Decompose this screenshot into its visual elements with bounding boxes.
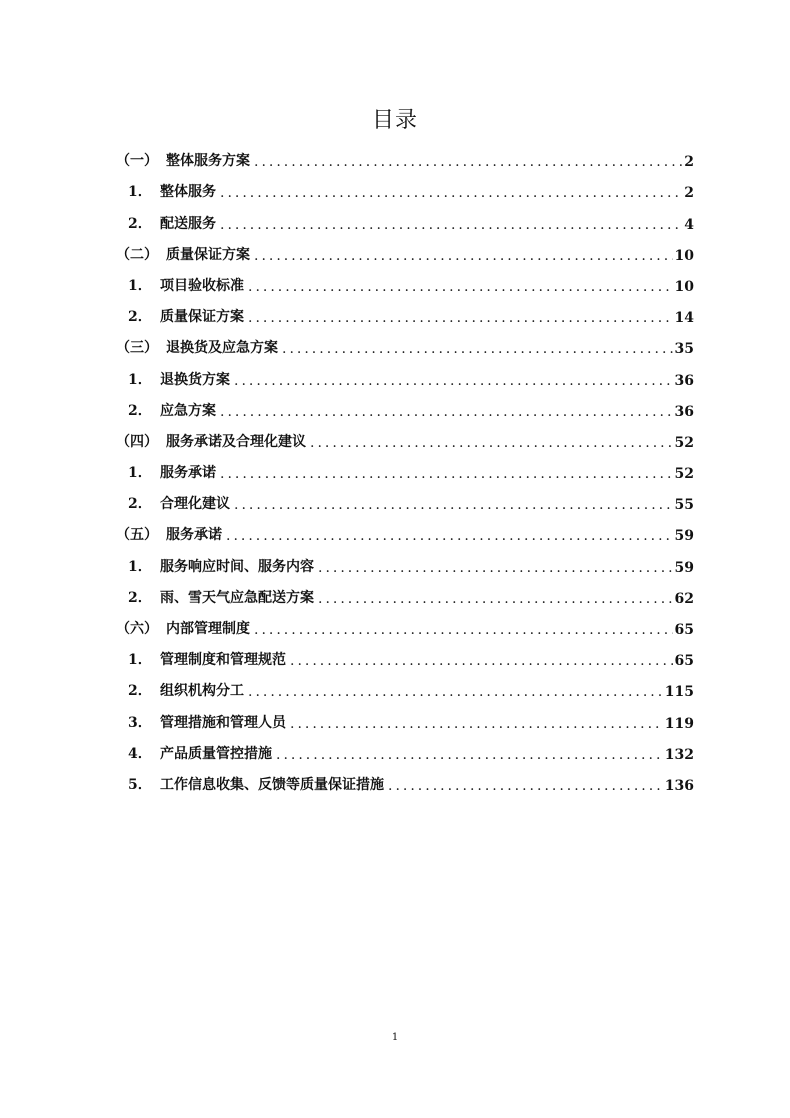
toc-entry-page: 59 [674,528,694,545]
toc-entry-page: 115 [664,684,694,701]
toc-entry-text: 服务承诺及合理化建议 [166,433,306,450]
toc-entry-number: 3． [128,714,152,731]
toc-entry[interactable] [116,295,694,326]
toc-entry[interactable] [116,326,694,357]
toc-entry-text: 服务承诺 [160,465,216,482]
toc-entry[interactable] [116,233,694,264]
toc-entry-page: 55 [674,497,694,514]
toc-entry-text: 工作信息收集、反馈等质量保证措施 [160,776,384,793]
toc-entry-text: 质量保证方案 [160,309,244,326]
toc-entry-page: 10 [674,247,694,264]
toc-dot-leader [234,373,673,389]
toc-entry-page: 59 [674,559,694,576]
toc-entry-text: 合理化建议 [160,496,230,513]
toc-entry-text: 应急方案 [160,402,216,419]
toc-entry[interactable] [116,732,694,763]
toc-dot-leader [248,279,673,295]
toc-entry[interactable] [116,763,694,794]
toc-entry[interactable] [116,700,694,731]
toc-entry[interactable] [116,420,694,451]
toc-entry-page: 2 [684,185,694,202]
toc-entry-number: 2． [128,683,152,700]
toc-title: 目录 [371,108,418,133]
toc-entry-number: 2． [128,402,152,419]
toc-entry-number: 1． [128,184,152,201]
toc-dot-leader [310,435,673,451]
toc-list [116,139,694,794]
toc-entry-page: 36 [674,372,694,389]
toc-entry-text: 产品质量管控措施 [160,745,272,762]
toc-entry-page: 36 [674,403,694,420]
toc-dot-leader [220,217,682,233]
toc-entry-number: 1． [128,277,152,294]
toc-entry[interactable] [116,669,694,700]
toc-entry-number: 1． [128,465,152,482]
toc-dot-leader [290,716,663,732]
toc-entry[interactable] [116,482,694,513]
toc-entry-page: 10 [674,278,694,295]
toc-entry[interactable] [116,607,694,638]
toc-entry-text: 退换货及应急方案 [166,340,278,357]
toc-entry-page: 52 [674,434,694,451]
toc-entry-number: （四） [116,433,158,450]
toc-entry-number: （五） [116,527,158,544]
toc-dot-leader [276,747,663,763]
toc-entry-text: 组织机构分工 [160,683,244,700]
toc-entry-text: 管理措施和管理人员 [160,714,286,731]
toc-entry-text: 配送服务 [160,215,216,232]
toc-entry[interactable] [116,389,694,420]
toc-dot-leader [220,466,673,482]
toc-dot-leader [248,684,663,700]
toc-entry[interactable] [116,264,694,295]
toc-entry-text: 整体服务 [160,184,216,201]
toc-entry-text: 服务承诺 [166,527,222,544]
toc-entry[interactable] [116,201,694,232]
toc-entry-page: 65 [674,653,694,670]
toc-entry-number: （二） [116,246,158,263]
toc-entry-text: 项目验收标准 [160,277,244,294]
toc-entry-text: 退换货方案 [160,371,230,388]
toc-entry[interactable] [116,139,694,170]
toc-entry[interactable] [116,451,694,482]
toc-entry-page: 2 [684,154,694,171]
toc-entry-page: 132 [664,746,694,763]
toc-entry-text: 质量保证方案 [166,246,250,263]
toc-dot-leader [220,185,682,201]
page-number: 1 [391,1032,399,1043]
toc-dot-leader [254,154,682,170]
toc-entry-page: 35 [674,341,694,358]
toc-dot-leader [318,591,673,607]
toc-dot-leader [254,248,673,264]
toc-entry[interactable] [116,357,694,388]
toc-dot-leader [282,341,673,357]
toc-entry-page: 52 [674,466,694,483]
toc-dot-leader [290,653,673,669]
toc-entry-number: 2． [128,589,152,606]
toc-entry-number: 2． [128,309,152,326]
toc-dot-leader [220,404,673,420]
toc-entry-page: 62 [674,590,694,607]
toc-entry-number: （三） [116,340,158,357]
toc-dot-leader [234,497,673,513]
toc-entry-number: （六） [116,621,158,637]
toc-entry-text: 管理制度和管理规范 [160,652,286,669]
toc-entry-text: 服务响应时间、服务内容 [160,558,314,575]
toc-entry-page: 4 [684,216,694,233]
toc-entry-page: 119 [664,715,694,732]
toc-entry-number: 1． [128,371,152,388]
toc-entry[interactable] [116,638,694,669]
toc-entry-number: 2． [128,215,152,232]
toc-dot-leader [254,622,673,638]
toc-entry-text: 内部管理制度 [166,621,250,637]
toc-entry-number: （一） [116,153,158,170]
toc-entry[interactable] [116,170,694,201]
toc-dot-leader [318,560,673,576]
toc-entry[interactable] [116,544,694,575]
toc-dot-leader [388,778,663,794]
toc-entry-number: 4． [128,745,152,762]
toc-dot-leader [226,528,673,544]
toc-entry-text: 雨、雪天气应急配送方案 [160,589,314,606]
toc-entry-number: 5． [128,776,152,793]
toc-entry-page: 136 [664,777,694,794]
toc-entry-number: 1． [128,558,152,575]
toc-entry-page: 14 [674,310,694,327]
toc-entry[interactable] [116,513,694,544]
toc-entry-number: 1． [128,652,152,669]
toc-entry-number: 2． [128,496,152,513]
toc-entry-page: 65 [674,622,694,638]
toc-entry-text: 整体服务方案 [166,153,250,170]
toc-entry[interactable] [116,576,694,607]
toc-dot-leader [248,310,673,326]
